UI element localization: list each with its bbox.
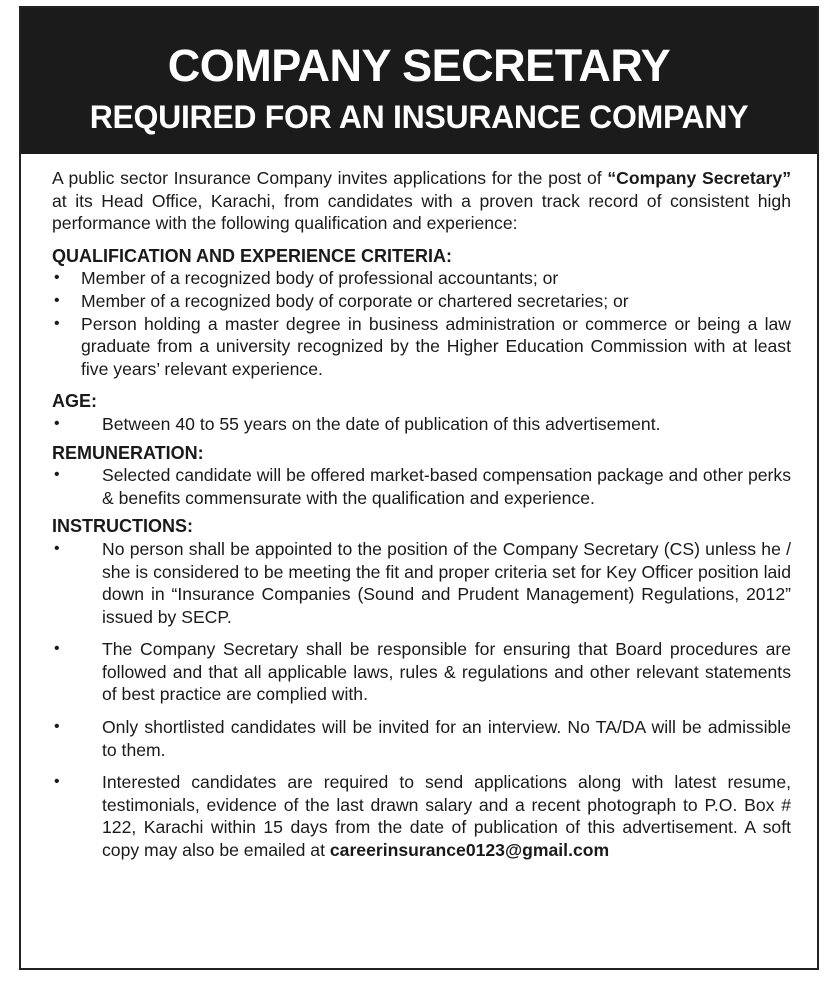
intro-paragraph [52,167,791,235]
contact-email: careerinsurance0123@gmail.com [329,840,610,861]
advertisement-frame [19,6,819,970]
bullet-icon: • [54,269,60,287]
intro-text-1: A public sector Insurance Company invites applications for the post of [52,168,608,188]
list-item-text: The Company Secretary shall be responsible for ensuring that Board procedures are followed and that all applicable laws, rules & regulations and other relevant statements of best practice are complied with. [102,639,791,705]
list-item [52,716,791,761]
list-item [52,290,791,313]
list-item [52,638,791,706]
age-list [52,413,791,436]
bullet-icon: • [54,314,60,332]
list-item [52,538,791,628]
instructions-list [52,538,791,862]
list-item [52,771,791,861]
list-item [52,464,791,509]
remuneration-list [52,464,791,509]
bullet-icon: • [54,539,60,557]
list-item-text: Between 40 to 55 years on the date of publication of this advertisement. [102,413,661,434]
age-heading: AGE: [52,391,97,412]
list-item-text: Member of a recognized body of corporate or chartered secretaries; or [81,290,629,311]
bullet-icon: • [54,414,60,432]
ad-title: COMPANY SECRETARY [167,40,671,91]
list-item-text: Selected candidate will be offered market-based compensation package and other perks & benefits commensurate with the qualification and experience. [102,465,791,508]
list-item-text: Member of a recognized body of professional accountants; or [81,268,559,289]
list-item-text: Person holding a master degree in business administration or commerce or being a law graduate from a university recognized by the Higher Education Commission with at least five years’ relevant experience. [81,313,791,379]
header-banner [21,8,817,154]
criteria-list [52,267,791,380]
list-item [52,413,791,436]
criteria-heading: QUALIFICATION AND EXPERIENCE CRITERIA: [52,245,453,266]
instructions-heading: INSTRUCTIONS: [52,516,193,537]
list-item [52,267,791,290]
post-name: “Company Secretary” [607,168,791,188]
list-item-text: Only shortlisted candidates will be invited for an interview. No TA/DA will be admissible to them. [102,717,791,760]
list-item [52,313,791,381]
list-item-text: No person shall be appointed to the position of the Company Secretary (CS) unless he / she is considered to be meeting the fit and proper criteria set for Key Officer position laid down in “Insurance Companies (Sound and Prudent Management) Regulations, 2012” issued by SECP. [102,538,791,627]
bullet-icon: • [54,773,60,791]
ad-body [21,154,817,862]
intro-text-2: at its Head Office, Karachi, from candidates with a proven track record of consistent high performance with the following qualification and experience: [52,190,791,234]
bullet-icon: • [54,718,60,736]
remuneration-heading: REMUNERATION: [52,442,204,463]
list-item-text: Interested candidates are required to send applications along with latest resume, testimonials, evidence of the last drawn salary and a recent photograph to P.O. Box # 122, Karachi within 15 days from the date of publication of this advertisement. A soft copy may also be emailed at [102,772,791,861]
bullet-icon: • [54,466,60,484]
bullet-icon: • [54,291,60,309]
ad-subtitle: REQUIRED FOR AN INSURANCE COMPANY [89,99,749,135]
bullet-icon: • [54,640,60,658]
